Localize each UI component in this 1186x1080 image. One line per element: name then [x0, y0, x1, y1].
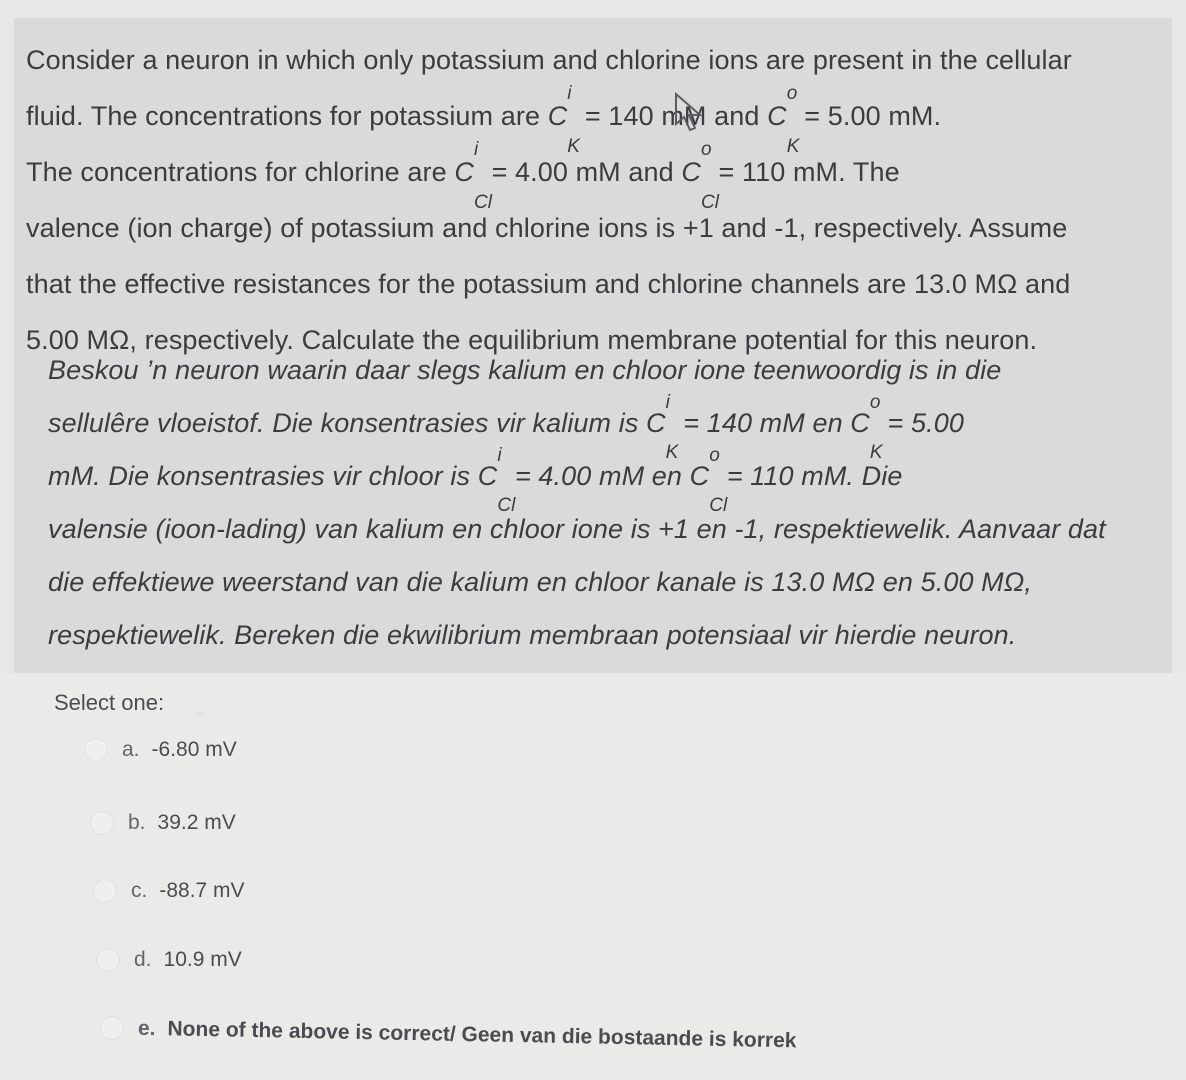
- question-line: respektiewelik. Bereken die ekwilibrium membraan potensiaal vir hierdie neuron.: [48, 620, 1017, 650]
- question-text-afrikaans: [48, 344, 1148, 662]
- question-text-english: [26, 32, 1156, 368]
- question-line: [48, 392, 1148, 463]
- question-text-fragment: = 110 mM. Die: [726, 461, 903, 491]
- question-line: die effektiewe weerstand van die kalium en chloor kanale is 13.0 MΩ en 5.00 MΩ,: [48, 567, 1032, 597]
- symbol-c-cl-outside: C o Cl: [689, 445, 728, 516]
- question-text-fragment: = 5.00: [887, 408, 964, 438]
- symbol-c-cl-inside: C i Cl: [477, 445, 516, 516]
- question-line: [26, 139, 1156, 213]
- question-line: Consider a neuron in which only potassium and chlorine ions are present in the cellular: [26, 45, 1072, 75]
- question-text-fragment: = 140 mM and: [584, 101, 760, 131]
- decorative-dot: [196, 710, 204, 718]
- answer-option-c[interactable]: [93, 879, 245, 903]
- select-one-label: Select one:: [54, 690, 165, 715]
- symbol-c-k-outside: C o K: [850, 392, 883, 463]
- question-line: valensie (ioon-lading) van kalium en chloor ione is +1 en -1, respektiewelik. Aanvaar dat: [48, 514, 1106, 544]
- radio-button[interactable]: [84, 738, 108, 762]
- radio-button[interactable]: [93, 879, 117, 903]
- question-text-fragment: The concentrations for chlorine are: [26, 157, 447, 187]
- symbol-c-cl-inside: C i Cl: [454, 139, 493, 213]
- symbol-c-cl-outside: C o Cl: [681, 139, 720, 213]
- radio-button[interactable]: [100, 1016, 124, 1040]
- question-text-fragment: fluid. The concentrations for potassium are: [26, 101, 541, 131]
- option-text: 10.9 mV: [163, 948, 242, 971]
- option-text: -88.7 mV: [159, 879, 245, 902]
- question-line: 5.00 MΩ, respectively. Calculate the equilibrium membrane potential for this neuron.: [26, 325, 1038, 355]
- answer-option-b[interactable]: [90, 811, 236, 835]
- question-text-fragment: sellulêre vloeistof. Die konsentrasies vir kalium is: [48, 408, 639, 438]
- question-text-fragment: = 5.00 mM.: [804, 101, 942, 131]
- radio-button[interactable]: [90, 811, 114, 835]
- question-line: that the effective resistances for the potassium and chlorine channels are 13.0 MΩ and: [26, 269, 1071, 299]
- question-text-fragment: = 4.00 mM en: [514, 461, 682, 491]
- question-line: [26, 83, 1156, 157]
- symbol-c-k-inside: C i K: [646, 392, 679, 463]
- question-text-fragment: = 4.00 mM and: [491, 157, 674, 187]
- option-letter: e.: [137, 1016, 156, 1041]
- option-letter: b.: [128, 811, 146, 834]
- symbol-c-k-inside: C i K: [547, 83, 581, 157]
- option-text: -6.80 mV: [151, 738, 237, 761]
- answer-option-a[interactable]: [84, 738, 237, 762]
- mouse-pointer-icon: [670, 92, 710, 132]
- question-line: Beskou ’n neuron waarin daar slegs kalium en chloor ione teenwoordig is in die: [48, 355, 1002, 385]
- question-text-fragment: mM. Die konsentrasies vir chloor is: [48, 461, 471, 491]
- option-letter: d.: [134, 948, 152, 971]
- radio-button[interactable]: [96, 948, 120, 972]
- question-card: [14, 18, 1172, 673]
- option-text: None of the above is correct/ Geen van die bostaande is korrek: [167, 1017, 797, 1053]
- answer-option-d[interactable]: [96, 948, 242, 972]
- option-letter: c.: [131, 879, 148, 902]
- symbol-c-k-outside: C o K: [767, 83, 800, 157]
- question-text-fragment: = 110 mM. The: [718, 157, 900, 187]
- question-text-fragment: = 140 mM en: [683, 408, 843, 438]
- option-text: 39.2 mV: [157, 811, 236, 834]
- question-line: [48, 445, 1148, 516]
- option-letter: a.: [122, 738, 140, 761]
- question-line: valence (ion charge) of potassium and chlorine ions is +1 and -1, respectively. Assume: [26, 213, 1068, 243]
